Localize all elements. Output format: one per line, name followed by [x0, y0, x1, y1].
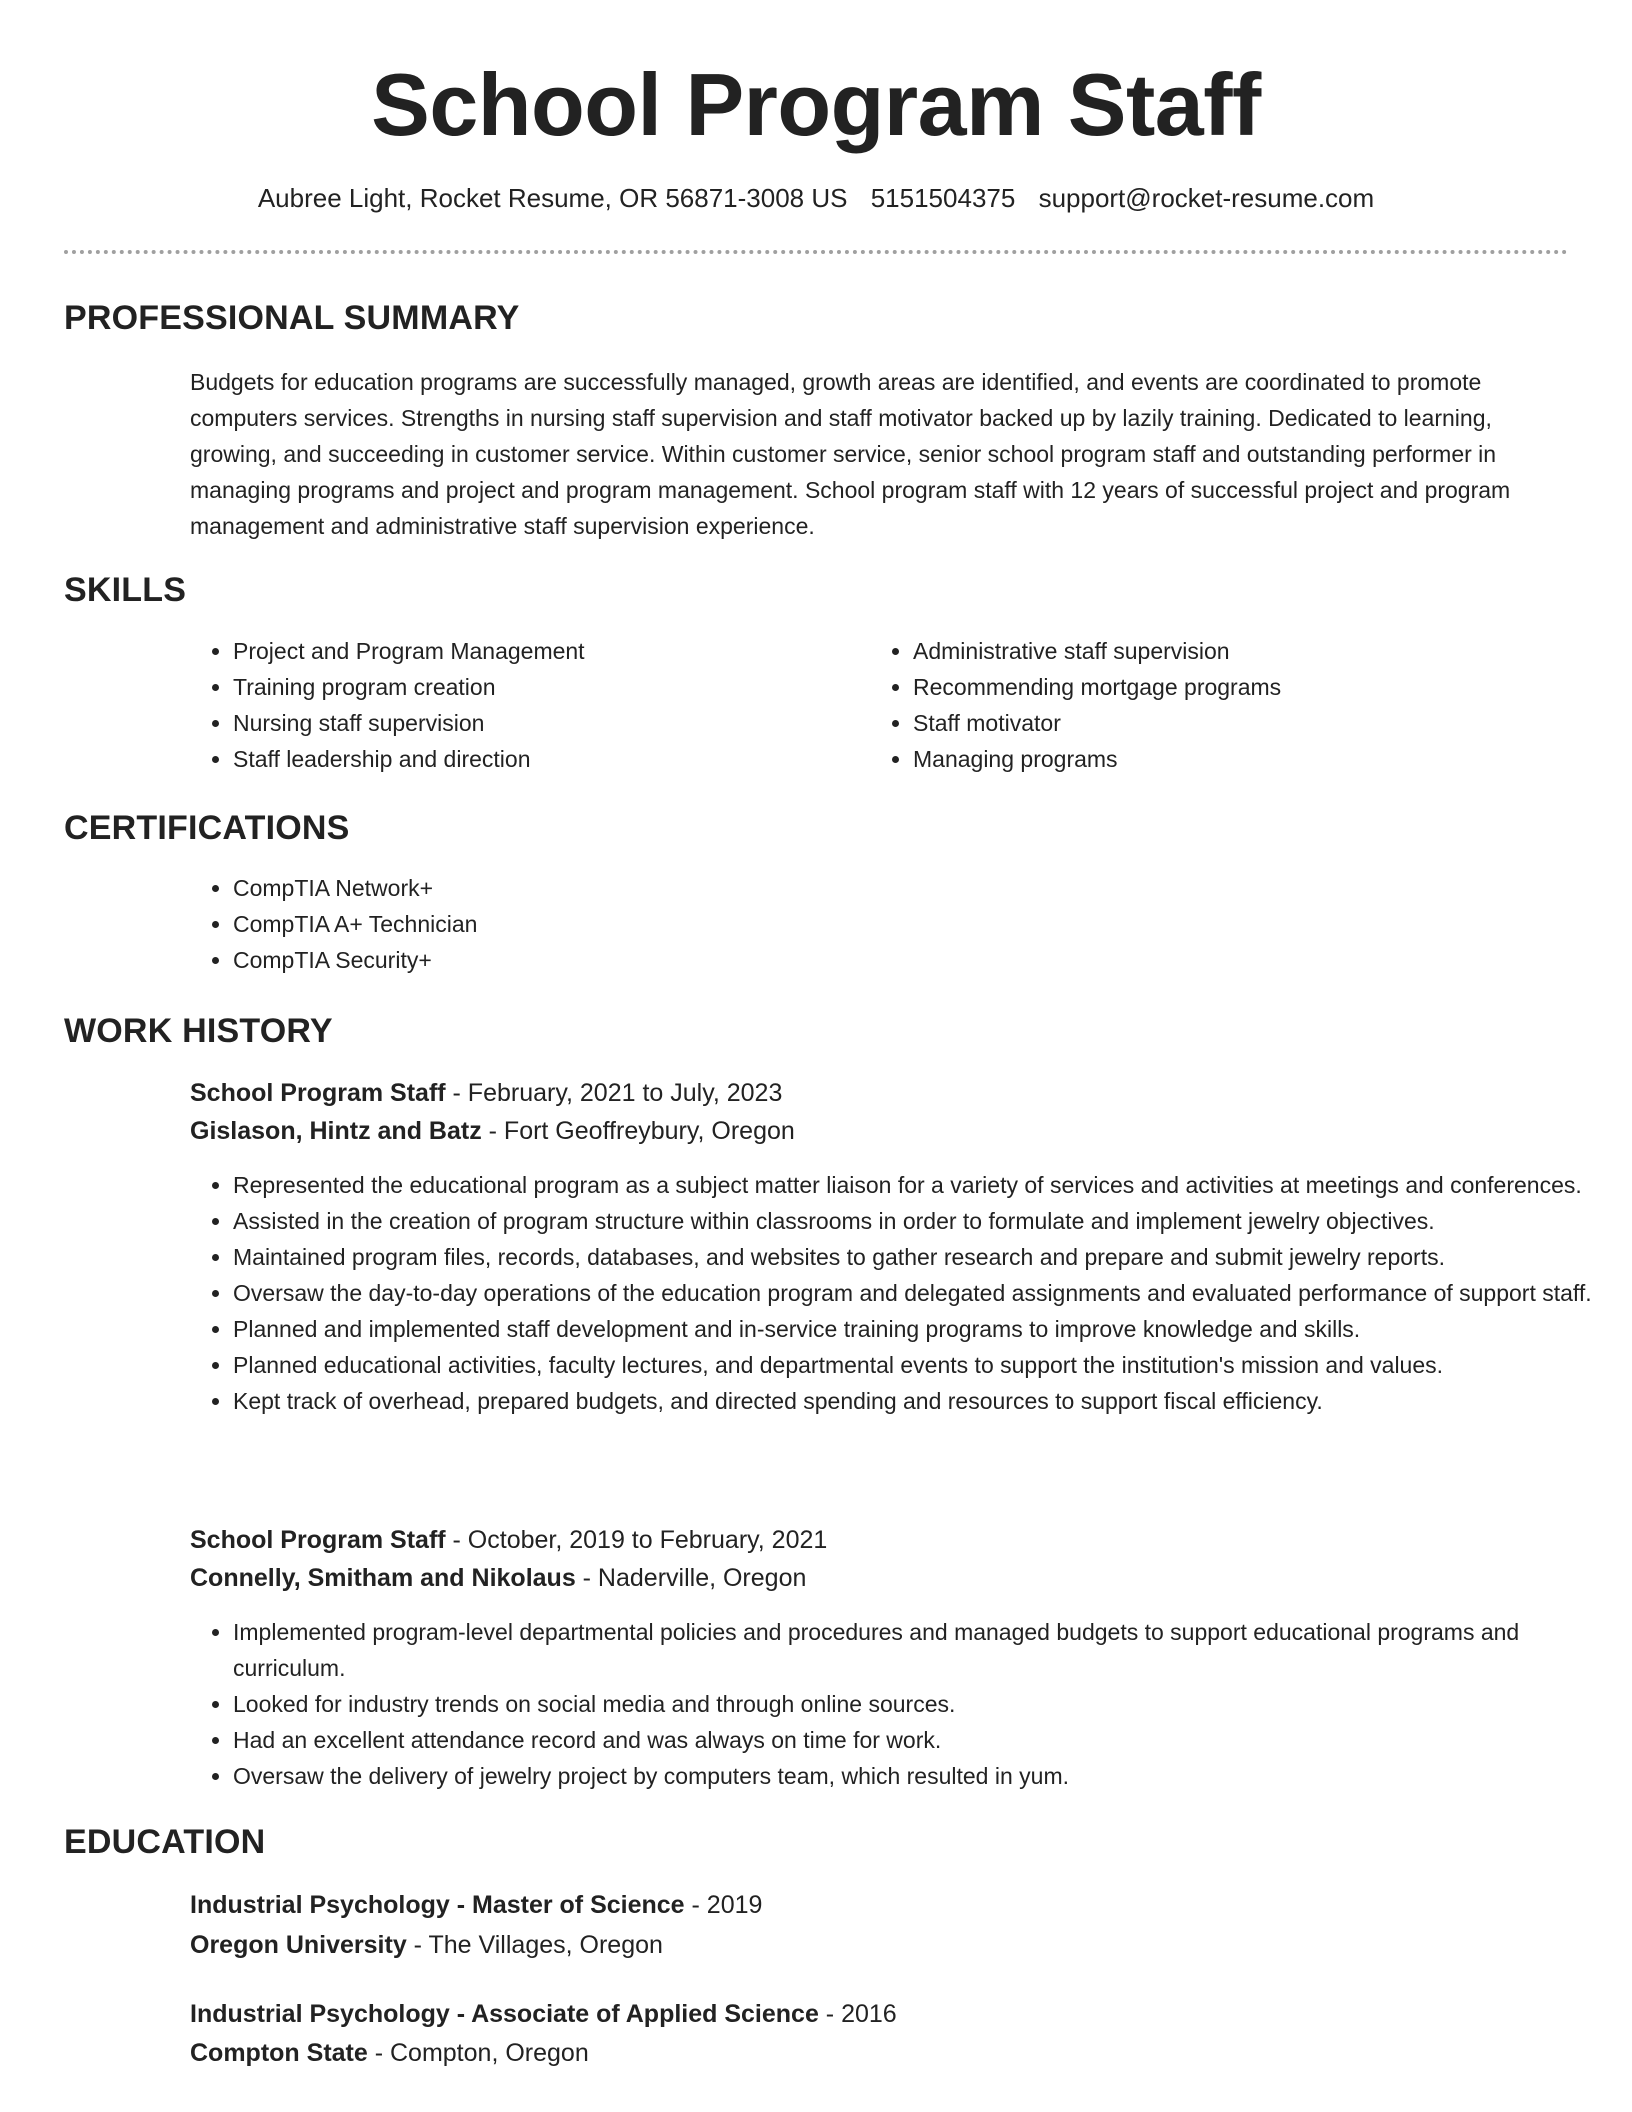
job-company-line [190, 1112, 795, 1150]
job-dates: - October, 2019 to February, 2021 [445, 1526, 828, 1554]
skills-list-left [190, 633, 853, 777]
job-duty: • Kept track of overhead, prepared budgets, and directed spending and resources to support fiscal efficiency. [233, 1383, 1603, 1419]
job-duty: • Planned and implemented staff development and in-service training programs to improve knowledge and skills. [233, 1311, 1603, 1347]
skill-item: • Training program creation [233, 669, 853, 705]
job-duty: • Had an excellent attendance record and was always on time for work. [233, 1722, 1603, 1758]
job-title-line [190, 1074, 782, 1112]
header-divider [64, 250, 1568, 254]
candidate-name: School Program Staff [371, 55, 1261, 154]
certification-item: • CompTIA A+ Technician [233, 906, 1033, 942]
job-location: - Naderville, Oregon [575, 1564, 807, 1592]
summary-text: Budgets for education programs are successfully managed, growth areas are identified, and events are coordinated to promote computers services. Strengths in nursing staff supervision and staff motivator backed up by lazily training. Dedicated to learning, growing, and succeeding in customer service. Within customer service, senior school program staff and outstanding performer in managing programs and project and program management. School program staff with 12 years of successful project and program management and administrative staff supervision experience. [190, 369, 1511, 539]
certification-item: • CompTIA Security+ [233, 942, 1033, 978]
skill-item: • Managing programs [913, 741, 1593, 777]
skills-list-right [870, 633, 1593, 777]
education-degree: Industrial Psychology - Master of Science [190, 1891, 685, 1919]
job-company: Connelly, Smitham and Nikolaus [190, 1564, 576, 1592]
job-duty: • Looked for industry trends on social media and through online sources. [233, 1686, 1603, 1722]
education-year: - 2019 [684, 1891, 763, 1919]
job-duty: • Planned educational activities, faculty lectures, and departmental events to support the institution's mission and values. [233, 1347, 1603, 1383]
job-dates: - February, 2021 to July, 2023 [445, 1079, 783, 1107]
job-company: Gislason, Hintz and Batz [190, 1117, 482, 1145]
education-location: - The Villages, Oregon [406, 1931, 663, 1959]
certifications-heading: CERTIFICATIONS [64, 809, 350, 847]
education-degree: Industrial Psychology - Associate of Applied Science [190, 2000, 819, 2028]
job-duty: • Implemented program-level departmental policies and procedures and managed budgets to support educational programs and curriculum. [233, 1614, 1603, 1686]
skill-item: • Staff motivator [913, 705, 1593, 741]
education-location: - Compton, Oregon [367, 2039, 589, 2067]
contact-phone: 5151504375 [870, 183, 1016, 213]
certifications-list [190, 870, 1033, 978]
skill-item: • Recommending mortgage programs [913, 669, 1593, 705]
skill-item: • Staff leadership and direction [233, 741, 853, 777]
education-year: - 2016 [818, 2000, 897, 2028]
education-school: Compton State [190, 2039, 368, 2067]
skills-heading: SKILLS [64, 571, 187, 609]
job-role: School Program Staff [190, 1079, 446, 1107]
job-company-line [190, 1559, 806, 1597]
job-duties-list [190, 1167, 1603, 1419]
education-school: Oregon University [190, 1931, 407, 1959]
work-history-heading: WORK HISTORY [64, 1012, 333, 1050]
job-duty: • Maintained program files, records, databases, and websites to gather research and prepare and submit jewelry reports. [233, 1239, 1603, 1275]
job-duty: • Oversaw the delivery of jewelry project by computers team, which resulted in yum. [233, 1758, 1603, 1794]
contact-line [0, 180, 1632, 216]
education-school-line [190, 1926, 663, 1964]
job-role: School Program Staff [190, 1526, 446, 1554]
education-degree-line [190, 1995, 897, 2033]
contact-address: Aubree Light, Rocket Resume, OR 56871-3008 US [257, 183, 848, 213]
job-title-line [190, 1521, 827, 1559]
job-duty: • Assisted in the creation of program structure within classrooms in order to formulate and implement jewelry objectives. [233, 1203, 1603, 1239]
education-degree-line [190, 1886, 762, 1924]
job-location: - Fort Geoffreybury, Oregon [481, 1117, 795, 1145]
education-school-line [190, 2034, 589, 2072]
education-heading: EDUCATION [64, 1823, 266, 1861]
skill-item: • Project and Program Management [233, 633, 853, 669]
certification-item: • CompTIA Network+ [233, 870, 1033, 906]
skill-item: • Nursing staff supervision [233, 705, 853, 741]
job-duties-list [190, 1614, 1603, 1794]
skill-item: • Administrative staff supervision [913, 633, 1593, 669]
summary-heading: PROFESSIONAL SUMMARY [64, 299, 520, 337]
job-duty: • Represented the educational program as a subject matter liaison for a variety of services and activities at meetings and conferences. [233, 1167, 1603, 1203]
job-duty: • Oversaw the day-to-day operations of the education program and delegated assignments and evaluated performance of support staff. [233, 1275, 1603, 1311]
contact-email: support@rocket-resume.com [1038, 183, 1375, 213]
